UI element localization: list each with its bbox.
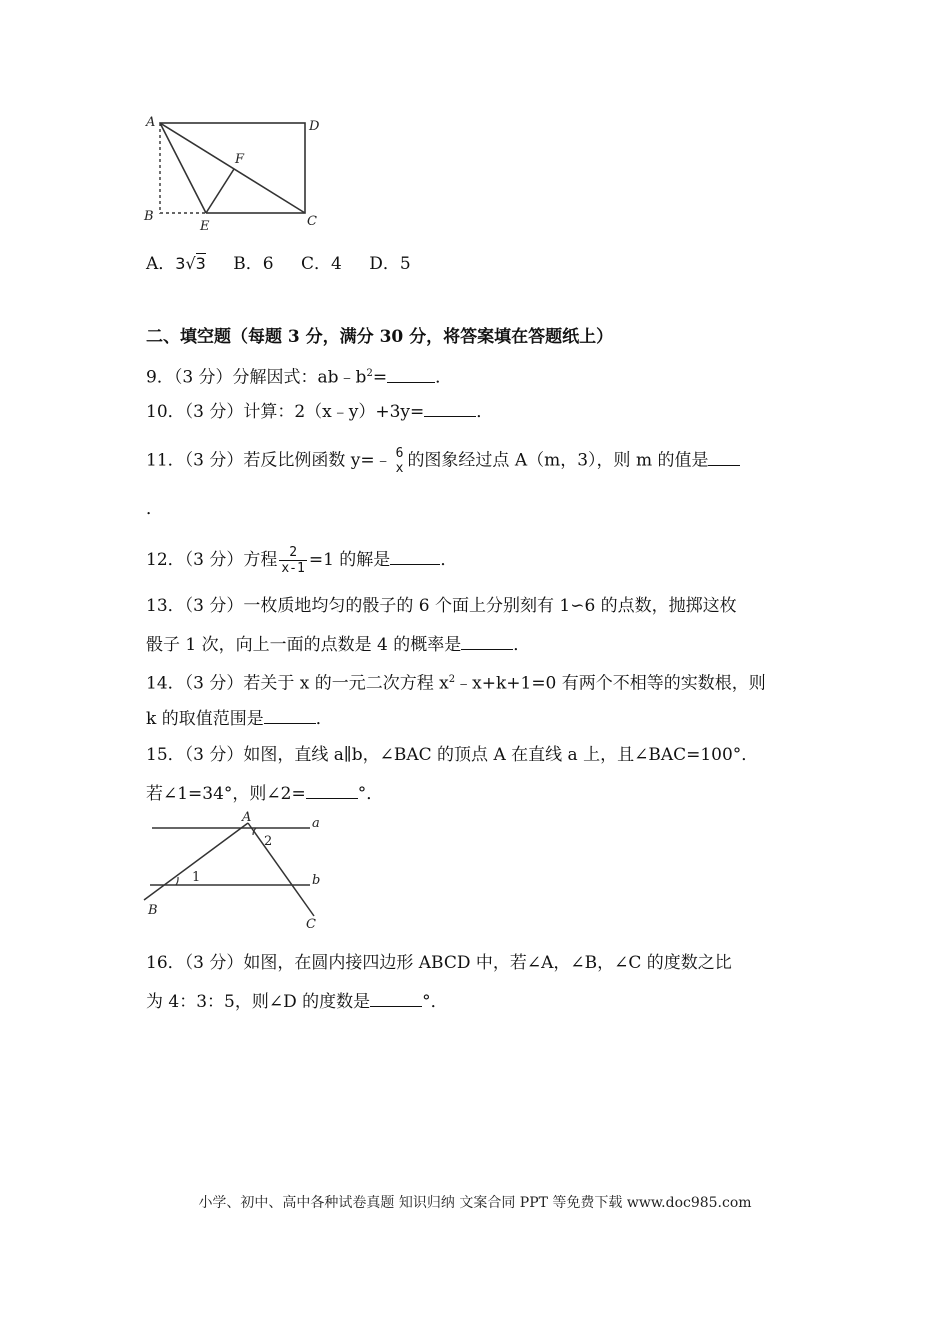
q9-end: ． bbox=[435, 367, 453, 388]
q15-line2-text: 若∠1=34°，则∠2= bbox=[146, 784, 306, 804]
option-c: C．4 bbox=[300, 254, 342, 274]
q9-exponent: 2 bbox=[366, 368, 373, 379]
q10-text: 10．（3 分）计算：2（x﹣y）+3y= bbox=[146, 402, 425, 422]
question-15-line-1: 15．（3 分）如图，直线 a∥b，∠BAC 的顶点 A 在直线 a 上，且∠BAC=100°． bbox=[146, 745, 759, 765]
question-13-line-1: 13．（3 分）一枚质地均匀的骰子的 6 个面上分别刻有 1∽6 的点数，抛掷这枚 bbox=[146, 596, 737, 616]
q10-end: ． bbox=[476, 402, 494, 422]
option-a-coef: 3 bbox=[175, 254, 186, 273]
q14-line1-post: ﹣x+k+1=0 有两个不相等的实数根，则 bbox=[455, 673, 766, 694]
question-14-line-2 bbox=[146, 705, 333, 731]
q14-line2-text: k 的取值范围是 bbox=[146, 709, 264, 729]
q15-end: °． bbox=[357, 784, 384, 804]
q9-answer-blank[interactable] bbox=[387, 364, 435, 383]
option-a bbox=[146, 254, 211, 274]
q11-fraction bbox=[394, 446, 406, 476]
q16-end: °． bbox=[422, 992, 448, 1012]
label-c: C bbox=[307, 214, 317, 229]
question-16-line-1: 16．（3 分）如图，在圆内接四边形 ABCD 中，若∠A，∠B，∠C 的度数之比 bbox=[146, 953, 732, 973]
label-b-point: B bbox=[148, 903, 158, 918]
option-a-value: 3√3 bbox=[175, 254, 206, 273]
label-d: D bbox=[309, 119, 320, 134]
q12-numerator: 2 bbox=[289, 545, 298, 560]
q8-options bbox=[146, 252, 433, 276]
q16-answer-blank[interactable] bbox=[370, 988, 422, 1007]
label-c-point: C bbox=[306, 917, 316, 932]
q16-line2-text: 为 4：3：5，则∠D 的度数是 bbox=[146, 992, 371, 1012]
segment-ef bbox=[206, 169, 234, 213]
q12-answer-blank[interactable] bbox=[390, 546, 440, 565]
label-f: F bbox=[235, 152, 245, 167]
question-12 bbox=[146, 545, 457, 576]
q14-answer-blank[interactable] bbox=[264, 705, 316, 724]
option-b: B．6 bbox=[233, 254, 274, 274]
q12-fraction bbox=[279, 545, 306, 576]
question-16-line-2 bbox=[146, 988, 448, 1014]
q11-post: 的图象经过点 A（m，3），则 m 的值是 bbox=[407, 450, 709, 471]
q11-answer-blank[interactable] bbox=[708, 447, 740, 466]
q12-end: ． bbox=[440, 550, 458, 570]
option-d: D．5 bbox=[369, 254, 411, 274]
question-10 bbox=[146, 398, 493, 424]
question-9 bbox=[146, 362, 452, 390]
q12-denominator: x-1 bbox=[281, 561, 305, 576]
question-15-line-2 bbox=[146, 780, 383, 806]
q14-exponent: 2 bbox=[448, 674, 456, 685]
label-b: B bbox=[144, 209, 154, 224]
label-line-b: b bbox=[312, 873, 321, 888]
label-angle-1: 1 bbox=[192, 870, 201, 885]
q13-end: ． bbox=[513, 635, 531, 655]
q14-line1-pre: 14．（3 分）若关于 x 的一元二次方程 x bbox=[146, 673, 449, 694]
q12-post: =1 的解是 bbox=[308, 550, 391, 570]
label-a: A bbox=[146, 115, 156, 130]
option-a-label: A． bbox=[146, 254, 176, 274]
q14-end: ． bbox=[315, 709, 333, 729]
q15-answer-blank[interactable] bbox=[306, 780, 358, 799]
q11-end: ． bbox=[146, 499, 163, 519]
label-a-point: A bbox=[242, 810, 252, 825]
figure-parallel-lines bbox=[138, 808, 338, 933]
q11-denominator: x bbox=[395, 461, 404, 476]
q13-line2-text: 骰子 1 次，向上一面的点数是 4 的概率是 bbox=[146, 635, 462, 655]
section-heading: 二、填空题（每题 3 分，满分 30 分，将答案填在答题纸上） bbox=[146, 327, 614, 347]
diagonal-ac bbox=[160, 123, 305, 213]
ray-ab bbox=[144, 823, 248, 900]
option-a-radicand: 3 bbox=[195, 254, 206, 273]
label-angle-2: 2 bbox=[264, 834, 273, 849]
q11-numerator: 6 bbox=[395, 446, 404, 461]
angle-1-arc bbox=[176, 877, 178, 885]
question-13-line-2 bbox=[146, 631, 530, 657]
ray-ac bbox=[248, 823, 314, 916]
label-line-a: a bbox=[312, 816, 320, 831]
q12-pre: 12．（3 分）方程 bbox=[146, 550, 278, 570]
page-footer: 小学、初中、高中各种试卷真题 知识归纳 文案合同 PPT 等免费下载 www.doc985.com bbox=[198, 1195, 752, 1211]
q9-text: 9．（3 分）分解因式：ab﹣b bbox=[146, 367, 367, 388]
question-11 bbox=[146, 446, 740, 476]
figure-rectangle-abcd bbox=[140, 110, 340, 235]
label-e: E bbox=[200, 219, 210, 234]
q9-equals: = bbox=[372, 367, 388, 388]
question-14-line-1 bbox=[146, 668, 766, 696]
q11-pre: 11．（3 分）若反比例函数 y=﹣ bbox=[146, 450, 392, 471]
q10-answer-blank[interactable] bbox=[424, 398, 476, 417]
q13-answer-blank[interactable] bbox=[461, 631, 513, 650]
